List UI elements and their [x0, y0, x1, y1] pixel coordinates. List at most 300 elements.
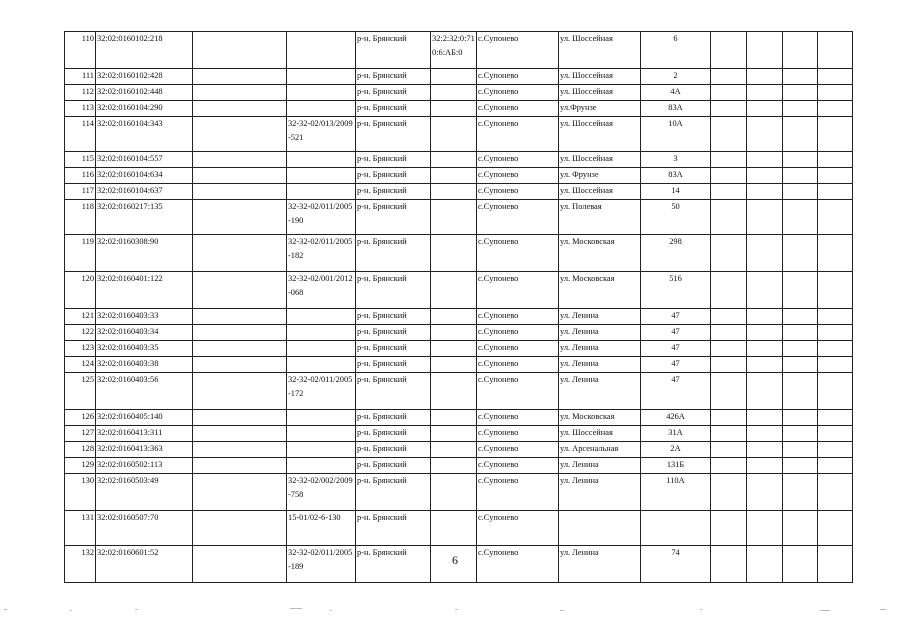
empty-cell	[193, 458, 287, 474]
table-row	[65, 101, 853, 117]
registration-number	[287, 325, 356, 341]
empty-cell	[711, 511, 747, 546]
district-cell: р-н. Брянский	[356, 442, 431, 458]
empty-cell	[818, 511, 853, 546]
empty-cell	[783, 69, 818, 85]
old-number-cell	[431, 69, 477, 85]
empty-cell	[747, 325, 783, 341]
district-cell: р-н. Брянский	[356, 458, 431, 474]
empty-cell	[783, 168, 818, 184]
cadastral-number: 32:02:0160413:363	[96, 442, 193, 458]
old-number-cell	[431, 357, 477, 373]
empty-cell	[747, 117, 783, 152]
empty-cell	[818, 458, 853, 474]
empty-cell	[783, 474, 818, 511]
district-cell: р-н. Брянский	[356, 168, 431, 184]
village-cell: с.Супонево	[477, 458, 559, 474]
registration-number: 32-32-02/011/2005-189	[287, 546, 356, 583]
row-number: 111	[65, 69, 96, 85]
empty-cell	[818, 426, 853, 442]
empty-cell	[193, 85, 287, 101]
table-row	[65, 32, 853, 69]
district-cell: р-н. Брянский	[356, 235, 431, 272]
empty-cell	[193, 152, 287, 168]
street-cell: ул. Ленина	[559, 341, 641, 357]
empty-cell	[818, 101, 853, 117]
cadastral-number: 32:02:0160102:448	[96, 85, 193, 101]
old-number-cell	[431, 85, 477, 101]
registration-number: 15-01/02-6-130	[287, 511, 356, 546]
registration-number	[287, 152, 356, 168]
empty-cell	[818, 341, 853, 357]
empty-cell	[783, 511, 818, 546]
empty-cell	[711, 200, 747, 235]
house-number-cell: 2А	[641, 442, 711, 458]
empty-cell	[783, 325, 818, 341]
cadastral-number: 32:02:0160401:122	[96, 272, 193, 309]
district-cell: р-н. Брянский	[356, 309, 431, 325]
empty-cell	[711, 69, 747, 85]
empty-cell	[783, 458, 818, 474]
cadastral-number: 32:02:0160104:290	[96, 101, 193, 117]
old-number-cell	[431, 373, 477, 410]
old-number-cell	[431, 117, 477, 152]
old-number-cell	[431, 152, 477, 168]
table-row	[65, 474, 853, 511]
old-number-cell	[431, 474, 477, 511]
empty-cell	[747, 152, 783, 168]
village-cell: с.Супонево	[477, 235, 559, 272]
empty-cell	[711, 357, 747, 373]
cadastral-number: 32:02:0160403:38	[96, 357, 193, 373]
row-number: 125	[65, 373, 96, 410]
registration-number	[287, 458, 356, 474]
empty-cell	[783, 101, 818, 117]
table-row	[65, 325, 853, 341]
empty-cell	[783, 272, 818, 309]
registration-number: 32-32-02/011/2005-190	[287, 200, 356, 235]
village-cell: с.Супонево	[477, 32, 559, 69]
empty-cell	[711, 101, 747, 117]
row-number: 127	[65, 426, 96, 442]
old-number-cell	[431, 101, 477, 117]
cadastral-number: 32:02:0160601:52	[96, 546, 193, 583]
row-number: 132	[65, 546, 96, 583]
village-cell: с.Супонево	[477, 309, 559, 325]
house-number-cell: 516	[641, 272, 711, 309]
cadastral-number: 32:02:0160507:70	[96, 511, 193, 546]
empty-cell	[747, 442, 783, 458]
cadastral-number: 32:02:0160403:33	[96, 309, 193, 325]
row-number: 118	[65, 200, 96, 235]
empty-cell	[193, 309, 287, 325]
cadastral-number: 32:02:0160104:343	[96, 117, 193, 152]
district-cell: р-н. Брянский	[356, 117, 431, 152]
empty-cell	[711, 168, 747, 184]
empty-cell	[783, 235, 818, 272]
village-cell: с.Супонево	[477, 325, 559, 341]
registration-number	[287, 101, 356, 117]
cadastral-number: 32:02:0160403:35	[96, 341, 193, 357]
empty-cell	[193, 235, 287, 272]
empty-cell	[711, 325, 747, 341]
cadastral-number: 32:02:0160405:140	[96, 410, 193, 426]
house-number-cell: 14	[641, 184, 711, 200]
table-row	[65, 341, 853, 357]
empty-cell	[783, 309, 818, 325]
empty-cell	[711, 410, 747, 426]
empty-cell	[711, 426, 747, 442]
village-cell: с.Супонево	[477, 442, 559, 458]
district-cell: р-н. Брянский	[356, 410, 431, 426]
empty-cell	[193, 410, 287, 426]
empty-cell	[783, 184, 818, 200]
empty-cell	[818, 85, 853, 101]
house-number-cell: 74	[641, 546, 711, 583]
empty-cell	[193, 272, 287, 309]
street-cell: ул. Шоссейная	[559, 85, 641, 101]
district-cell: р-н. Брянский	[356, 474, 431, 511]
empty-cell	[818, 168, 853, 184]
district-cell: р-н. Брянский	[356, 325, 431, 341]
table-row	[65, 309, 853, 325]
registration-number	[287, 69, 356, 85]
table-row	[65, 511, 853, 546]
house-number-cell: 31А	[641, 426, 711, 442]
registration-number	[287, 426, 356, 442]
row-number: 113	[65, 101, 96, 117]
house-number-cell: 298	[641, 235, 711, 272]
empty-cell	[783, 341, 818, 357]
registration-number: 32-32-02/011/2005-182	[287, 235, 356, 272]
empty-cell	[783, 426, 818, 442]
table-row	[65, 235, 853, 272]
registration-number: 32-32-02/002/2009-758	[287, 474, 356, 511]
empty-cell	[193, 200, 287, 235]
empty-cell	[747, 200, 783, 235]
empty-cell	[747, 168, 783, 184]
empty-cell	[711, 117, 747, 152]
cadastral-number: 32:02:0160503:49	[96, 474, 193, 511]
house-number-cell: 47	[641, 373, 711, 410]
empty-cell	[711, 85, 747, 101]
cadastral-number: 32:02:0160104:557	[96, 152, 193, 168]
empty-cell	[193, 341, 287, 357]
empty-cell	[783, 200, 818, 235]
street-cell: ул. Ленина	[559, 474, 641, 511]
house-number-cell: 3	[641, 152, 711, 168]
old-number-cell	[431, 325, 477, 341]
empty-cell	[747, 101, 783, 117]
empty-cell	[783, 32, 818, 69]
old-number-cell: 32:2:32:0:710:6:АБ:0	[431, 32, 477, 69]
row-number: 124	[65, 357, 96, 373]
street-cell: ул. Фрунзе	[559, 168, 641, 184]
table-row	[65, 410, 853, 426]
empty-cell	[193, 474, 287, 511]
village-cell: с.Супонево	[477, 168, 559, 184]
registration-number: 32-32-02/013/2009-521	[287, 117, 356, 152]
table-row	[65, 442, 853, 458]
old-number-cell	[431, 410, 477, 426]
registration-number	[287, 357, 356, 373]
house-number-cell: 2	[641, 69, 711, 85]
row-number: 128	[65, 442, 96, 458]
row-number: 120	[65, 272, 96, 309]
registration-number	[287, 32, 356, 69]
empty-cell	[818, 357, 853, 373]
empty-cell	[783, 357, 818, 373]
table-row	[65, 168, 853, 184]
empty-cell	[783, 152, 818, 168]
cadastral-number: 32:02:0160104:637	[96, 184, 193, 200]
street-cell: ул. Полевая	[559, 200, 641, 235]
registration-number	[287, 309, 356, 325]
empty-cell	[747, 474, 783, 511]
table-row	[65, 426, 853, 442]
table-row	[65, 373, 853, 410]
district-cell: р-н. Брянский	[356, 101, 431, 117]
registration-number: 32-32-02/001/2012-068	[287, 272, 356, 309]
old-number-cell	[431, 168, 477, 184]
empty-cell	[818, 69, 853, 85]
street-cell: ул. Шоссейная	[559, 152, 641, 168]
old-number-cell	[431, 235, 477, 272]
empty-cell	[747, 373, 783, 410]
village-cell: с.Супонево	[477, 426, 559, 442]
registration-number	[287, 85, 356, 101]
row-number: 122	[65, 325, 96, 341]
row-number: 115	[65, 152, 96, 168]
village-cell: с.Супонево	[477, 200, 559, 235]
village-cell: с.Супонево	[477, 85, 559, 101]
street-cell: ул. Ленина	[559, 546, 641, 583]
street-cell: ул. Московская	[559, 410, 641, 426]
registration-number	[287, 341, 356, 357]
village-cell: с.Супонево	[477, 272, 559, 309]
house-number-cell: 47	[641, 325, 711, 341]
empty-cell	[711, 341, 747, 357]
cadastral-number: 32:02:0160217:135	[96, 200, 193, 235]
empty-cell	[193, 117, 287, 152]
old-number-cell	[431, 458, 477, 474]
row-number: 129	[65, 458, 96, 474]
old-number-cell	[431, 426, 477, 442]
street-cell: ул. Арсенальная	[559, 442, 641, 458]
empty-cell	[818, 373, 853, 410]
empty-cell	[818, 152, 853, 168]
old-number-cell	[431, 341, 477, 357]
house-number-cell: 47	[641, 341, 711, 357]
cadastral-number: 32:02:0160102:218	[96, 32, 193, 69]
cadastral-number: 32:02:0160403:56	[96, 373, 193, 410]
row-number: 112	[65, 85, 96, 101]
table-row	[65, 85, 853, 101]
district-cell: р-н. Брянский	[356, 357, 431, 373]
district-cell: р-н. Брянский	[356, 341, 431, 357]
row-number: 114	[65, 117, 96, 152]
registration-number	[287, 184, 356, 200]
empty-cell	[711, 373, 747, 410]
village-cell: с.Супонево	[477, 184, 559, 200]
street-cell: ул.Фрунзе	[559, 101, 641, 117]
empty-cell	[783, 117, 818, 152]
house-number-cell: 10А	[641, 117, 711, 152]
empty-cell	[783, 546, 818, 583]
table-row	[65, 117, 853, 152]
registration-number	[287, 442, 356, 458]
district-cell: р-н. Брянский	[356, 511, 431, 546]
empty-cell	[747, 235, 783, 272]
empty-cell	[193, 511, 287, 546]
village-cell: с.Супонево	[477, 410, 559, 426]
street-cell: ул. Шоссейная	[559, 426, 641, 442]
village-cell: с.Супонево	[477, 341, 559, 357]
empty-cell	[193, 546, 287, 583]
empty-cell	[747, 184, 783, 200]
cadastral-number: 32:02:0160403:34	[96, 325, 193, 341]
empty-cell	[783, 442, 818, 458]
empty-cell	[711, 235, 747, 272]
empty-cell	[711, 442, 747, 458]
village-cell: с.Супонево	[477, 152, 559, 168]
old-number-cell	[431, 184, 477, 200]
empty-cell	[193, 426, 287, 442]
empty-cell	[747, 511, 783, 546]
house-number-cell: 110А	[641, 474, 711, 511]
old-number-cell	[431, 309, 477, 325]
empty-cell	[711, 32, 747, 69]
village-cell: с.Супонево	[477, 511, 559, 546]
village-cell: с.Супонево	[477, 357, 559, 373]
empty-cell	[818, 272, 853, 309]
row-number: 116	[65, 168, 96, 184]
empty-cell	[193, 32, 287, 69]
empty-cell	[747, 410, 783, 426]
table-row	[65, 546, 853, 583]
empty-cell	[783, 373, 818, 410]
empty-cell	[711, 272, 747, 309]
table-row	[65, 200, 853, 235]
empty-cell	[711, 152, 747, 168]
district-cell: р-н. Брянский	[356, 426, 431, 442]
empty-cell	[711, 458, 747, 474]
empty-cell	[747, 32, 783, 69]
district-cell: р-н. Брянский	[356, 546, 431, 583]
district-cell: р-н. Брянский	[356, 69, 431, 85]
street-cell: ул. Ленина	[559, 357, 641, 373]
house-number-cell: 50	[641, 200, 711, 235]
house-number-cell: 83А	[641, 168, 711, 184]
street-cell: ул. Ленина	[559, 309, 641, 325]
house-number-cell: 6	[641, 32, 711, 69]
village-cell: с.Супонево	[477, 117, 559, 152]
village-cell: с.Супонево	[477, 373, 559, 410]
street-cell: ул. Шоссейная	[559, 117, 641, 152]
street-cell: ул. Московская	[559, 272, 641, 309]
row-number: 131	[65, 511, 96, 546]
row-number: 117	[65, 184, 96, 200]
house-number-cell: 426А	[641, 410, 711, 426]
row-number: 110	[65, 32, 96, 69]
row-number: 119	[65, 235, 96, 272]
house-number-cell	[641, 511, 711, 546]
table-row	[65, 152, 853, 168]
street-cell: ул. Шоссейная	[559, 184, 641, 200]
empty-cell	[818, 309, 853, 325]
empty-cell	[711, 474, 747, 511]
empty-cell	[193, 101, 287, 117]
empty-cell	[193, 325, 287, 341]
cadastral-number: 32:02:0160413:311	[96, 426, 193, 442]
table-row	[65, 272, 853, 309]
empty-cell	[711, 184, 747, 200]
empty-cell	[818, 546, 853, 583]
table-body	[65, 32, 853, 583]
house-number-cell: 4А	[641, 85, 711, 101]
empty-cell	[818, 325, 853, 341]
street-cell: ул. Шоссейная	[559, 32, 641, 69]
house-number-cell: 131Б	[641, 458, 711, 474]
village-cell: с.Супонево	[477, 101, 559, 117]
house-number-cell: 47	[641, 357, 711, 373]
empty-cell	[818, 410, 853, 426]
district-cell: р-н. Брянский	[356, 373, 431, 410]
old-number-cell	[431, 200, 477, 235]
property-table	[64, 31, 853, 583]
district-cell: р-н. Брянский	[356, 152, 431, 168]
empty-cell	[747, 85, 783, 101]
empty-cell	[747, 341, 783, 357]
street-cell: ул. Ленина	[559, 325, 641, 341]
empty-cell	[747, 546, 783, 583]
village-cell: с.Супонево	[477, 546, 559, 583]
empty-cell	[818, 442, 853, 458]
row-number: 123	[65, 341, 96, 357]
village-cell: с.Супонево	[477, 69, 559, 85]
registration-number	[287, 410, 356, 426]
row-number: 126	[65, 410, 96, 426]
empty-cell	[818, 235, 853, 272]
table-row	[65, 357, 853, 373]
district-cell: р-н. Брянский	[356, 85, 431, 101]
empty-cell	[193, 442, 287, 458]
district-cell: р-н. Брянский	[356, 32, 431, 69]
empty-cell	[818, 200, 853, 235]
empty-cell	[747, 357, 783, 373]
empty-cell	[193, 357, 287, 373]
village-cell: с.Супонево	[477, 474, 559, 511]
street-cell: ул. Шоссейная	[559, 69, 641, 85]
registration-number	[287, 168, 356, 184]
empty-cell	[747, 458, 783, 474]
cadastral-number: 32:02:0160104:634	[96, 168, 193, 184]
empty-cell	[193, 373, 287, 410]
house-number-cell: 83А	[641, 101, 711, 117]
house-number-cell: 47	[641, 309, 711, 325]
cadastral-number: 32:02:0160102:428	[96, 69, 193, 85]
empty-cell	[747, 69, 783, 85]
street-cell: ул. Ленина	[559, 373, 641, 410]
street-cell: ул. Московская	[559, 235, 641, 272]
street-cell	[559, 511, 641, 546]
empty-cell	[747, 426, 783, 442]
empty-cell	[783, 410, 818, 426]
empty-cell	[818, 117, 853, 152]
empty-cell	[818, 184, 853, 200]
empty-cell	[747, 272, 783, 309]
page-number: 6	[452, 553, 458, 567]
